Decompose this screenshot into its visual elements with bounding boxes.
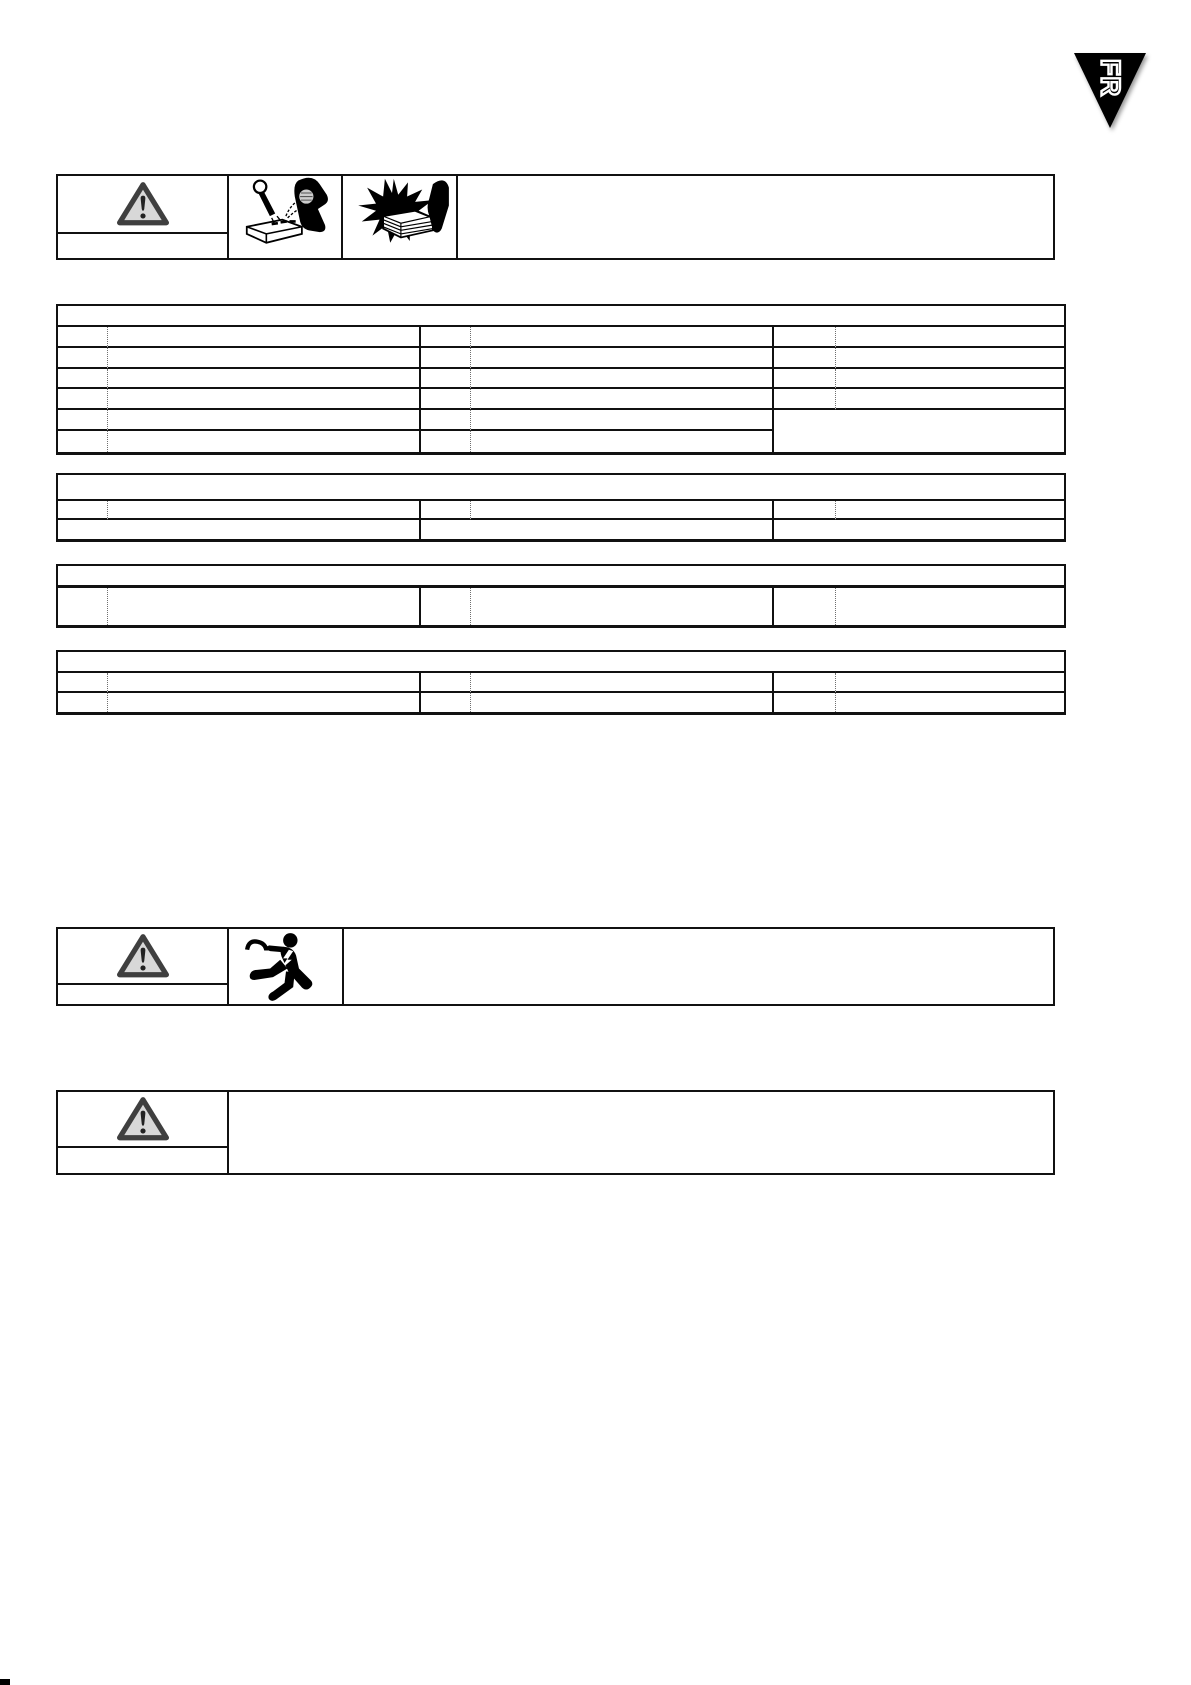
warning-triangle-icon xyxy=(58,1092,227,1148)
ref-cell xyxy=(58,410,108,431)
ref-cell xyxy=(421,410,471,431)
parts-table-3 xyxy=(56,564,1066,628)
parts-table-2 xyxy=(56,473,1066,542)
table-row xyxy=(58,520,1064,539)
description-cell xyxy=(108,431,421,452)
table-row xyxy=(58,348,1064,369)
description-cell xyxy=(471,673,774,693)
table-row xyxy=(58,588,1064,625)
description-cell xyxy=(471,431,774,452)
warning-triangle-icon xyxy=(58,929,227,985)
description-cell xyxy=(108,693,421,713)
description-cell xyxy=(108,501,421,520)
electric-shock-icon xyxy=(229,929,344,1004)
description-cell xyxy=(836,501,1064,520)
description-cell xyxy=(108,673,421,693)
ref-cell xyxy=(774,693,836,713)
ref-cell xyxy=(774,501,836,520)
table-row xyxy=(58,389,1064,410)
ref-cell xyxy=(58,389,108,410)
signal-word xyxy=(58,234,227,258)
ref-cell xyxy=(421,588,471,625)
ref-cell xyxy=(421,327,471,348)
warning-signal-cell xyxy=(58,929,229,1004)
ref-cell xyxy=(58,348,108,369)
battery-explosion-icon xyxy=(343,176,458,258)
description-cell xyxy=(836,588,1064,625)
description-cell xyxy=(836,389,1064,410)
signal-word xyxy=(58,1148,227,1173)
ref-cell xyxy=(421,369,471,390)
ref-cell xyxy=(774,369,836,390)
parts-table-1 xyxy=(56,304,1066,455)
warning-text-area xyxy=(458,176,1053,258)
description-cell xyxy=(836,693,1064,713)
ref-cell xyxy=(421,673,471,693)
ref-cell xyxy=(421,389,471,410)
description-cell xyxy=(108,348,421,369)
description-cell xyxy=(108,369,421,390)
ref-cell xyxy=(421,693,471,713)
table-header-row xyxy=(58,652,1064,673)
fr-corner-tag xyxy=(1071,50,1149,132)
ref-cell xyxy=(774,327,836,348)
ref-cell xyxy=(421,431,471,452)
ref-cell xyxy=(58,431,108,452)
warning-signal-cell xyxy=(58,1092,229,1173)
description-cell xyxy=(471,369,774,390)
ref-cell xyxy=(421,348,471,369)
parts-table-4 xyxy=(56,650,1066,715)
description-cell xyxy=(108,389,421,410)
table-row xyxy=(58,369,1064,390)
warning-text-area xyxy=(229,1092,1053,1173)
table-header-row xyxy=(58,475,1064,501)
table-header-row xyxy=(58,306,1064,327)
table-row xyxy=(58,693,1064,713)
table-row xyxy=(58,327,1064,348)
table-row xyxy=(58,501,1064,520)
warning-box-general xyxy=(56,1090,1055,1175)
ref-cell xyxy=(58,501,108,520)
battery-acid-icon xyxy=(229,176,343,258)
ref-cell xyxy=(774,348,836,369)
signal-word xyxy=(58,985,227,1004)
description-cell xyxy=(108,327,421,348)
table-row xyxy=(58,673,1064,693)
merged-cell xyxy=(774,431,1064,452)
warning-triangle-icon xyxy=(58,176,227,234)
description-cell xyxy=(471,501,774,520)
description-cell xyxy=(471,327,774,348)
table-header-row xyxy=(58,566,1064,588)
description-cell xyxy=(471,410,774,431)
warning-box-battery xyxy=(56,174,1055,260)
description-cell xyxy=(471,348,774,369)
description-cell xyxy=(836,327,1064,348)
ref-cell xyxy=(774,389,836,410)
description-cell xyxy=(836,673,1064,693)
warning-text-area xyxy=(344,929,1053,1004)
description-cell xyxy=(108,588,421,625)
fr-label: FR xyxy=(1095,58,1126,97)
table-cell xyxy=(774,520,1064,539)
ref-cell xyxy=(421,501,471,520)
description-cell xyxy=(471,693,774,713)
registration-mark xyxy=(0,1679,10,1685)
warning-signal-cell xyxy=(58,176,229,258)
ref-cell xyxy=(58,327,108,348)
ref-cell xyxy=(58,693,108,713)
ref-cell xyxy=(58,673,108,693)
description-cell xyxy=(836,369,1064,390)
ref-cell xyxy=(58,588,108,625)
table-cell xyxy=(421,520,774,539)
ref-cell xyxy=(774,673,836,693)
description-cell xyxy=(471,389,774,410)
description-cell xyxy=(108,410,421,431)
description-cell xyxy=(471,588,774,625)
ref-cell xyxy=(58,369,108,390)
table-row xyxy=(58,410,1064,431)
warning-box-shock xyxy=(56,927,1055,1006)
description-cell xyxy=(836,348,1064,369)
ref-cell xyxy=(774,588,836,625)
table-cell xyxy=(58,520,421,539)
merged-cell xyxy=(774,410,1064,431)
table-row xyxy=(58,431,1064,452)
